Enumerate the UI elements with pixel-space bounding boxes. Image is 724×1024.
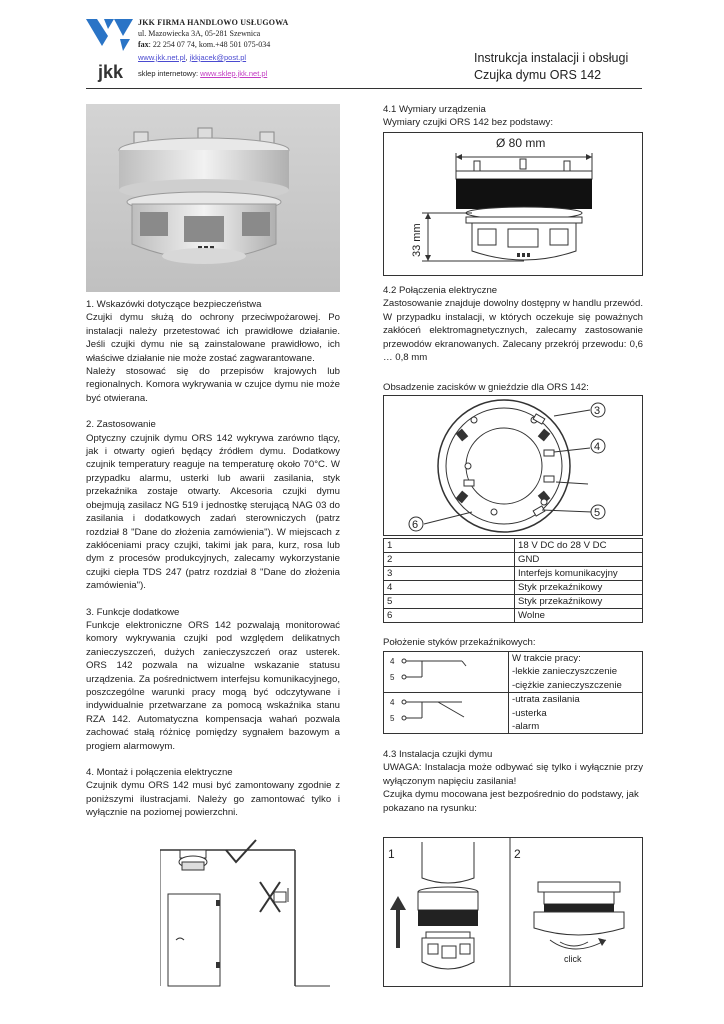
- relay-open-symbol: [384, 693, 508, 733]
- terminal-desc: Styk przekaźnikowy: [515, 581, 643, 595]
- shop-link[interactable]: www.sklep.jkk.net.pl: [200, 69, 268, 78]
- section-2-title: 2. Zastosowanie: [86, 419, 156, 431]
- relay-state-power-loss: -utrata zasilania: [512, 694, 580, 706]
- table-row: [384, 553, 643, 567]
- company-fax: fax: 22 254 07 74, kom.+48 501 075-034: [138, 40, 271, 49]
- table-row: [384, 609, 643, 623]
- section-1-text-2: Należy stosować się do przepisów krajowych lub regionalnych. Komora wykrywania w czujce dymu nie może być otwierana.: [86, 366, 340, 404]
- table-row: [384, 567, 643, 581]
- section-1-text: Czujki dymu służą do ochrony przeciwpożarowej. Po instalacji należy przetestować ich prawidłowe działanie. Jeśli czujki dymu nie są zainstalowane prawidłowo, ich właściwe działanie nie może zostać zagwarantowane.: [86, 312, 340, 364]
- section-41-title: 4.1 Wymiary urządzenia: [383, 104, 486, 115]
- terminals-diagram: [383, 395, 643, 536]
- company-address: ul. Mazowiecka 3A, 05-281 Szewnica: [138, 29, 261, 38]
- section-3-text: Funkcje elektroniczne ORS 142 pozwalają monitorować komory wykrywania czujki pod względem delikatnych zanieczyszczeń, dużych zanieczyszczeń oraz usterek. ORS 142 pozwala na wizualne wskazanie statusu urządzenia. Za pośrednictwem interfejsu komunikacyjnego, poszczególne warunki pracy mogą być odczytywane i indywidualnie przetwarzane za pomocą wskaźnika stanu RZA 142. Automatyczna kompensacja wahań pozwala zachować stałą różnicę pomiędzy sygnałem bazowym a progiem alarmowym.: [86, 619, 340, 752]
- electrical-section: [383, 284, 643, 364]
- dimensions-diagram: [383, 132, 643, 276]
- table-row: [384, 693, 643, 734]
- terminal-label-5: 5: [594, 507, 601, 519]
- terminal-num: 5: [384, 595, 515, 609]
- relay-pin-5: 5: [390, 714, 395, 724]
- terminals-table: [383, 538, 643, 623]
- section-41-subtitle: Wymiary czujki ORS 142 bez podstawy:: [383, 117, 553, 129]
- terminal-desc: GND: [515, 553, 643, 567]
- relay-state-fault: -usterka: [512, 707, 547, 719]
- company-logo: [86, 16, 136, 86]
- mounting-diagram: [160, 836, 330, 992]
- section-3-title: 3. Funkcje dodatkowe: [86, 606, 180, 618]
- relay-pin-4: 4: [390, 698, 395, 708]
- relay-title: Położenie styków przekaźnikowych:: [383, 637, 536, 648]
- relay-state-light: -lekkie zanieczyszczenie: [512, 666, 618, 678]
- terminal-desc: Interfejs komunikacyjny: [515, 567, 643, 581]
- section-4-title: 4. Montaż i połączenia elektryczne: [86, 767, 233, 778]
- section-2-text: Optyczny czujnik dymu ORS 142 wykrywa zarówno tlący, jak i otwarty ogień będący źródłem dymu. Dodatkowy czujnik temperatury reaguje na temperaturę około 70°C. W przypadku alarmu, usterki lub awarii zasilania, styk przekaźnika zostaje otwarty. Akcesoria czujki dymu obejmują zasilacz NG 519 i jednostkę sterującą NAG 03 do zasilania i dodatkowych zadań sterowniczych (patrz rozdział 8 "Dane do złożenia zamówienia"). W miejscach z zakłóceniami pracy czujki, takimi jak para, kurz, rosa lub dym z procesów produkcyjnych, zalecamy wykorzystanie czujki ciepła TDS 247 (patrz rozdział 8 "Dane do złożenia zamówienia").: [86, 432, 340, 592]
- terminal-num: 3: [384, 567, 515, 581]
- relay-closed-symbol: [384, 652, 508, 692]
- terminals-title: Obsadzenie zacisków w gnieździe dla ORS 142:: [383, 382, 589, 393]
- company-name: JKK FIRMA HANDLOWO USŁUGOWA: [138, 18, 289, 27]
- install-section: [383, 748, 643, 815]
- svg-text:jkk: jkk: [98, 62, 124, 82]
- section-43-text: Czujka dymu mocowana jest bezpośrednio do podstawy, jak pokazano na rysunku:: [383, 789, 639, 814]
- terminal-num: 4: [384, 581, 515, 595]
- section-43-title: 4.3 Instalacja czujki dymu: [383, 749, 493, 760]
- website-link[interactable]: www.jkk.net.pl: [138, 53, 186, 62]
- section-42-title: 4.2 Połączenia elektryczne: [383, 285, 498, 296]
- terminal-label-6: 6: [412, 519, 419, 531]
- install-step-1: 1: [388, 847, 395, 861]
- doc-title-line1: Instrukcja instalacji i obsługi: [474, 51, 629, 65]
- relay-state-normal: W trakcie pracy:: [512, 653, 581, 664]
- doc-title-line2: Czujka dymu ORS 142: [474, 68, 602, 82]
- install-step-2: 2: [514, 847, 521, 861]
- left-column: [86, 298, 340, 820]
- terminal-desc: 18 V DC do 28 V DC: [515, 539, 643, 553]
- terminal-desc: Wolne: [515, 609, 643, 623]
- section-4-text: Czujnik dymu ORS 142 musi być zamontowany zgodnie z poniższymi ilustracjami. Należy go zamontować tylko i wyłącznie na poziomej powierzchni.: [86, 780, 340, 819]
- section-1-title: 1. Wskazówki dotyczące bezpieczeństwa: [86, 299, 262, 310]
- terminal-num: 6: [384, 609, 515, 623]
- table-row: [384, 595, 643, 609]
- section-42-text: Zastosowanie znajduje dowolny dostępny w handlu przewód. W przypadku instalacji, w których oczekuje się poważnych zakłóceń elektromagnetycznych, zalecamy zastosowanie przewodów ekranowanych. Zalecany przekrój przewodu: 0,6 … 0,8 mm: [383, 298, 643, 364]
- terminal-desc: Styk przekaźnikowy: [515, 595, 643, 609]
- terminal-label-4: 4: [594, 441, 601, 453]
- width-dimension-label: Ø 80 mm: [496, 136, 546, 150]
- dimensions-section: [383, 103, 643, 130]
- header-rule: [86, 88, 642, 89]
- height-dimension-label: 33 mm: [411, 223, 423, 257]
- company-web-links: www.jkk.net.pl, jkkjacek@post.pl: [138, 53, 247, 62]
- relay-pin-4: 4: [390, 657, 395, 666]
- shop-label: sklep internetowy:: [138, 69, 199, 78]
- installation-diagram: [383, 837, 643, 987]
- relay-table: [383, 651, 643, 734]
- terminal-num: 2: [384, 553, 515, 567]
- table-row: [384, 652, 643, 693]
- relay-pin-5: 5: [390, 673, 395, 682]
- section-43-warning: UWAGA: Instalacja może odbywać się tylko i wyłącznie przy wyłączonym napięciu zasilania!: [383, 762, 643, 787]
- terminal-num: 1: [384, 539, 515, 553]
- relay-state-alarm: -alarm: [512, 721, 540, 733]
- detector-photo: [86, 104, 340, 292]
- terminal-label-3: 3: [594, 405, 601, 417]
- relay-state-heavy: -ciężkie zanieczyszczenie: [512, 679, 622, 691]
- table-row: [384, 581, 643, 595]
- email-link[interactable]: jkkjacek@post.pl: [189, 53, 247, 62]
- table-row: [384, 539, 643, 553]
- doc-title: [474, 50, 628, 84]
- click-label: click: [564, 954, 582, 964]
- shop-line: [138, 69, 267, 78]
